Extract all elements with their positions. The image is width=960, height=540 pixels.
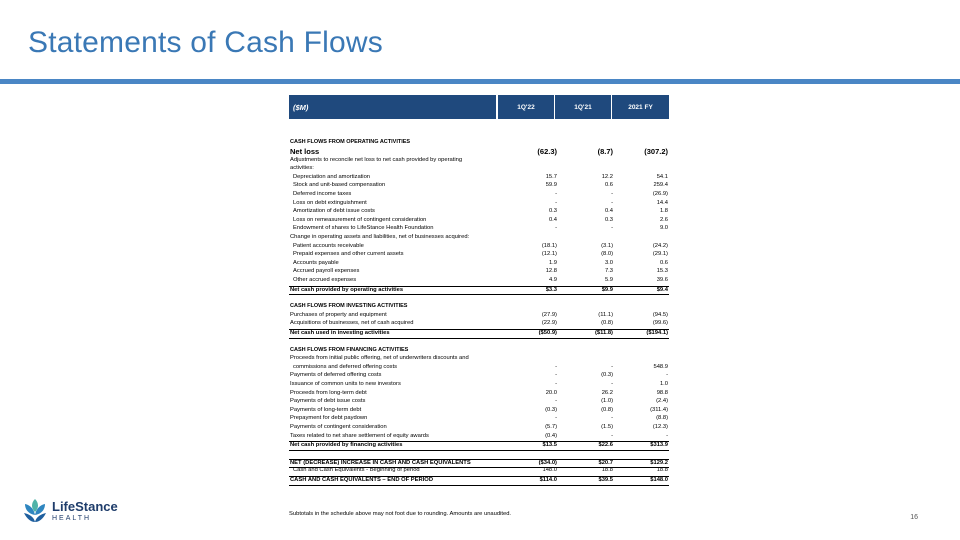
- page-number: 16: [910, 514, 918, 521]
- value-1q22: (22.9): [541, 320, 557, 327]
- table-row: [289, 390, 669, 398]
- table-row: [289, 398, 669, 406]
- value-2021fy: (8.8): [656, 415, 668, 422]
- value-1q22: -: [555, 372, 557, 379]
- row-label: Net cash provided by operating activities: [290, 286, 404, 293]
- value-2021fy: 259.4: [653, 182, 668, 189]
- row-label: Payments of debt issue costs: [290, 398, 366, 405]
- table-row: [289, 450, 669, 458]
- value-1q21: (3.1): [601, 242, 613, 249]
- value-2021fy: 548.9: [653, 363, 668, 370]
- header-col-1q21: 1Q'21: [555, 95, 611, 119]
- section-header-row: [289, 303, 669, 311]
- row-label: Issuance of common units to new investors: [290, 381, 401, 387]
- value-1q21: (0.8): [601, 320, 613, 327]
- table-row: [289, 260, 669, 268]
- table-row: [289, 320, 669, 328]
- value-1q22: 1.9: [548, 259, 557, 266]
- value-1q21: (1.0): [601, 398, 613, 405]
- table-row: [289, 217, 669, 225]
- row-label: Payments of long-term debt: [290, 406, 362, 413]
- value-2021fy: 15.3: [656, 268, 668, 275]
- value-1q21: -: [611, 432, 613, 439]
- value-1q22: -: [555, 415, 557, 422]
- value-1q22: 20.0: [545, 389, 557, 396]
- value-1q21: -: [611, 199, 613, 206]
- row-label: Proceeds from long-term debt: [290, 389, 367, 396]
- row-label: Loss on remeasurement of contingent consideration: [293, 216, 427, 223]
- row-label: Net loss: [290, 146, 320, 156]
- value-2021fy: (12.3): [652, 424, 668, 430]
- value-1q21: 18.8: [601, 467, 613, 474]
- value-1q21: 0.6: [604, 182, 613, 189]
- table-row: [289, 277, 669, 285]
- value-1q22: ($50.9): [538, 330, 557, 336]
- row-label: Net cash provided by financing activities: [290, 442, 403, 449]
- value-1q22: -: [555, 191, 557, 197]
- value-1q21: $9.9: [601, 286, 613, 293]
- value-1q21: 5.9: [604, 277, 613, 283]
- row-label: Deferred income taxes: [293, 191, 352, 197]
- logo-wordmark: LifeStance: [52, 499, 118, 514]
- row-label: Accrued payroll expenses: [293, 268, 360, 275]
- table-row: [289, 243, 669, 251]
- value-1q21: $22.6: [598, 442, 613, 449]
- value-1q21: -: [611, 415, 613, 422]
- section-header-row: [289, 347, 669, 355]
- table-row: [289, 424, 669, 432]
- value-1q21: -: [611, 381, 613, 387]
- table-row: [289, 191, 669, 199]
- value-2021fy: (29.1): [652, 251, 668, 258]
- value-2021fy: 0.6: [659, 259, 668, 266]
- table-row: [289, 312, 669, 320]
- value-2021fy: 1.8: [659, 208, 668, 215]
- header-label: ($M): [289, 95, 496, 119]
- row-label: Payments of deferred offering costs: [290, 372, 382, 379]
- value-1q22: $3.3: [545, 286, 557, 293]
- value-1q22: -: [555, 398, 557, 405]
- value-1q21: (0.3): [601, 372, 613, 379]
- value-2021fy: (311.4): [650, 406, 668, 413]
- value-1q22: 0.3: [548, 208, 557, 215]
- value-1q22: (5.7): [545, 424, 557, 430]
- table-row: [289, 294, 669, 302]
- value-1q21: 7.3: [604, 268, 613, 275]
- value-1q21: $20.7: [598, 459, 613, 466]
- value-1q21: 3.0: [604, 259, 613, 266]
- row-label: Prepaid expenses and other current assets: [293, 251, 404, 258]
- table-row: [289, 381, 669, 389]
- value-2021fy: (2.4): [656, 398, 668, 405]
- value-1q22: 15.7: [545, 173, 557, 180]
- value-1q22: (0.3): [545, 406, 557, 413]
- value-1q21: (0.8): [601, 406, 613, 413]
- row-label: activities:: [290, 165, 314, 172]
- value-1q21: ($11.8): [594, 330, 613, 336]
- header-col-2021fy: 2021 FY: [612, 95, 669, 119]
- row-label: Prepayment for debt paydown: [290, 415, 368, 422]
- value-1q22: (12.1): [541, 251, 557, 258]
- row-label: Amortization of debt issue costs: [293, 208, 375, 215]
- value-2021fy: $9.4: [656, 286, 668, 293]
- value-2021fy: $148.0: [650, 477, 668, 483]
- value-1q22: 148.0: [542, 467, 557, 474]
- value-1q21: (8.7): [597, 146, 613, 156]
- value-2021fy: (307.2): [644, 146, 668, 156]
- value-2021fy: 98.8: [656, 389, 668, 396]
- row-label: Purchases of property and equipment: [290, 311, 387, 318]
- value-2021fy: 9.0: [659, 225, 668, 232]
- row-label: CASH AND CASH EQUIVALENTS – END OF PERIOD: [290, 477, 434, 483]
- row-label: Net cash used in investing activities: [290, 330, 390, 336]
- header-col-1q22: 1Q'22: [498, 95, 554, 119]
- row-label: Proceeds from initial public offering, net of underwriters discounts and: [290, 355, 469, 362]
- table-row: [289, 200, 669, 208]
- value-2021fy: 39.6: [656, 277, 668, 283]
- row-label: Other accrued expenses: [293, 277, 357, 283]
- row-label: Endowment of shares to LifeStance Health Foundation: [293, 225, 434, 232]
- row-label: Patient accounts receivable: [293, 242, 364, 249]
- footnote: Subtotals in the schedule above may not foot due to rounding. Amounts are unaudited.: [289, 511, 512, 517]
- section-header-row: [289, 139, 669, 147]
- value-1q21: 0.4: [604, 208, 613, 215]
- table-row: [289, 407, 669, 415]
- value-2021fy: ($194.1): [646, 330, 668, 336]
- value-2021fy: (24.2): [652, 242, 668, 249]
- value-1q22: (0.4): [545, 432, 557, 439]
- value-2021fy: 18.8: [656, 467, 668, 474]
- value-2021fy: $129.2: [650, 459, 668, 466]
- value-1q21: (8.0): [601, 251, 613, 258]
- table-row: [289, 364, 669, 372]
- subtotal-row: [289, 476, 669, 486]
- value-1q22: -: [555, 381, 557, 387]
- value-1q21: 0.3: [604, 216, 613, 223]
- table-row: [289, 338, 669, 346]
- value-2021fy: $313.9: [650, 442, 668, 449]
- value-1q22: (27.9): [541, 311, 557, 318]
- value-1q22: 12.8: [545, 268, 557, 275]
- value-1q22: 4.9: [548, 277, 557, 283]
- value-2021fy: -: [666, 432, 668, 439]
- value-1q22: $13.5: [542, 442, 557, 449]
- value-1q22: -: [555, 199, 557, 206]
- value-1q22: (18.1): [541, 242, 557, 249]
- table-row: [289, 165, 669, 173]
- value-2021fy: -: [666, 372, 668, 379]
- row-label: Accounts payable: [293, 259, 339, 266]
- row-label: commissions and deferred offering costs: [293, 363, 397, 370]
- row-label: Change in operating assets and liabilities, net of businesses acquired:: [290, 234, 470, 240]
- table-row: [289, 355, 669, 363]
- logo-subtitle: HEALTH: [52, 515, 92, 522]
- table-row: [289, 157, 669, 165]
- value-1q22: $114.0: [539, 477, 557, 483]
- row-label: CASH FLOWS FROM INVESTING ACTIVITIES: [290, 303, 408, 310]
- value-2021fy: 14.4: [656, 199, 668, 206]
- row-label: CASH FLOWS FROM FINANCING ACTIVITIES: [290, 346, 409, 353]
- row-label: Depreciation and amortization: [293, 173, 371, 180]
- table-row: [289, 225, 669, 233]
- table-row: [289, 467, 669, 475]
- table-row: [289, 208, 669, 216]
- value-1q21: -: [611, 191, 613, 197]
- row-label: Acquisitions of businesses, net of cash acquired: [290, 320, 414, 327]
- value-1q21: -: [611, 363, 613, 370]
- title-divider: [0, 79, 960, 84]
- value-1q22: 59.9: [545, 182, 557, 189]
- value-2021fy: 1.0: [659, 381, 668, 387]
- value-1q21: -: [611, 225, 613, 232]
- company-logo: [22, 497, 142, 527]
- value-1q22: -: [555, 225, 557, 232]
- value-1q22: (62.3): [537, 146, 557, 156]
- table-row: [289, 251, 669, 259]
- row-label: NET (DECREASE) INCREASE IN CASH AND CASH EQUIVALENTS: [290, 459, 471, 466]
- value-1q21: (11.1): [598, 311, 613, 318]
- value-2021fy: 54.1: [656, 173, 668, 180]
- row-label: Payments of contingent consideration: [290, 424, 387, 430]
- value-2021fy: 2.6: [659, 216, 668, 223]
- value-1q22: -: [555, 363, 557, 370]
- row-label: Cash and Cash Equivalents - Beginning of period: [293, 467, 420, 474]
- table-row: [289, 234, 669, 242]
- table-row: [289, 148, 669, 156]
- page-title: Statements of Cash Flows: [28, 26, 383, 59]
- value-1q21: (1.5): [601, 424, 613, 430]
- value-2021fy: (94.5): [652, 311, 668, 318]
- table-row: [289, 268, 669, 276]
- table-row: [289, 433, 669, 441]
- row-label: Stock and unit-based compensation: [293, 182, 386, 189]
- table-row: [289, 174, 669, 182]
- row-label: Loss on debt extinguishment: [293, 199, 367, 206]
- table-row: [289, 415, 669, 423]
- value-1q21: 12.2: [601, 173, 613, 180]
- table-row: [289, 372, 669, 380]
- value-1q22: 0.4: [548, 216, 557, 223]
- value-2021fy: (26.9): [652, 191, 668, 197]
- row-label: Taxes related to net share settlement of equity awards: [290, 432, 429, 439]
- value-1q22: ($34.0): [538, 459, 557, 466]
- row-label: Adjustments to reconcile net loss to net cash provided by operating: [290, 156, 463, 163]
- value-2021fy: (99.6): [652, 320, 668, 327]
- value-1q21: $39.5: [598, 477, 613, 483]
- leaf-logo-icon: [22, 497, 48, 525]
- value-1q21: 26.2: [601, 389, 613, 396]
- row-label: CASH FLOWS FROM OPERATING ACTIVITIES: [290, 139, 411, 145]
- table-row: [289, 182, 669, 190]
